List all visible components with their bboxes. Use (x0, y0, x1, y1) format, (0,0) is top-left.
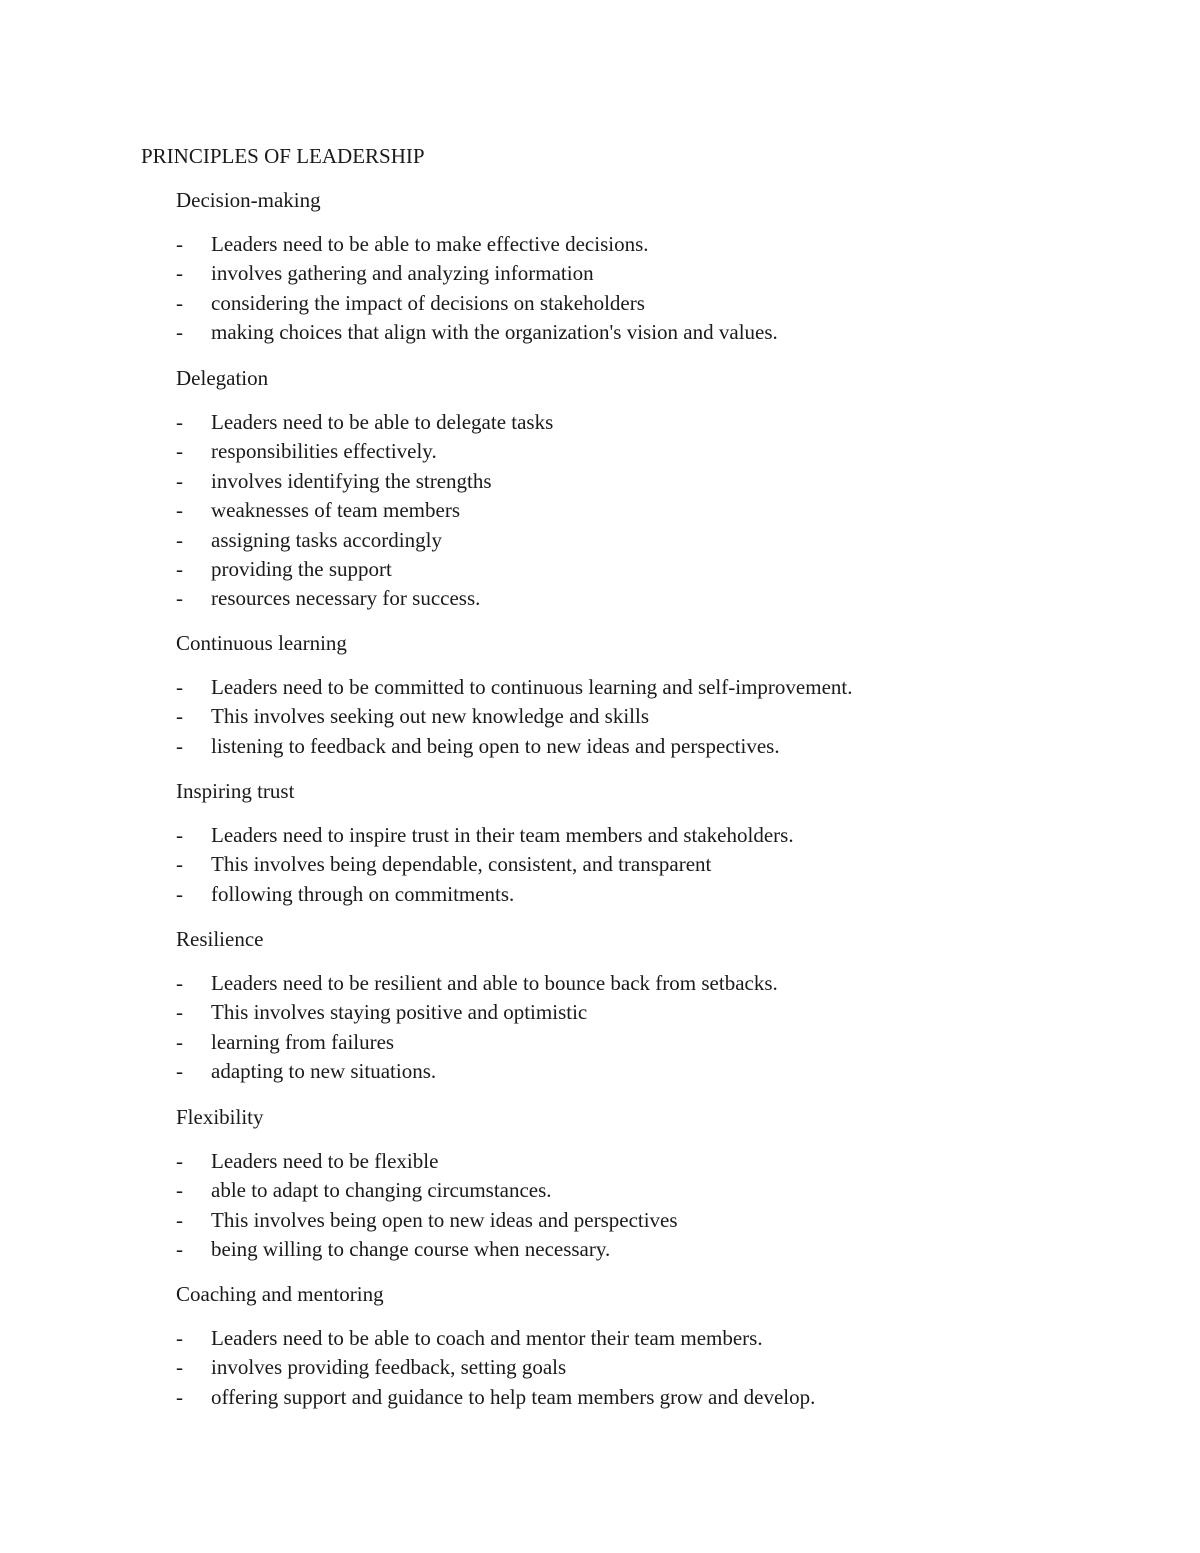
list-item-text: This involves seeking out new knowledge and skills (211, 704, 650, 729)
list-item-text: learning from failures (211, 1029, 395, 1054)
section-inspiring-trust (176, 778, 1136, 910)
list-item (176, 290, 1136, 319)
dash-bullet: - (176, 1384, 183, 1409)
list-item-text: able to adapt to changing circumstances. (211, 1178, 552, 1203)
list-item-text: Leaders need to be flexible (211, 1149, 439, 1173)
list-item (176, 231, 1136, 260)
list-item (176, 409, 1136, 438)
section-flexibility (176, 1104, 1136, 1266)
dash-bullet: - (176, 1000, 183, 1025)
section-heading: Resilience (176, 927, 264, 951)
list-item-text: Leaders need to be able to make effective decisions. (211, 232, 649, 256)
dash-bullet: - (176, 704, 183, 729)
dash-bullet: - (176, 1237, 183, 1262)
list-item-text: involves providing feedback, setting goals (211, 1355, 567, 1380)
dash-bullet: - (176, 556, 183, 581)
dash-bullet: - (176, 261, 183, 286)
list-item-text: assigning tasks accordingly (211, 527, 442, 552)
dash-bullet: - (176, 232, 183, 256)
bullet-list (176, 1148, 1136, 1266)
section-coaching-and-mentoring (176, 1281, 1136, 1413)
dash-bullet: - (176, 586, 183, 611)
dash-bullet: - (176, 290, 183, 315)
list-item (176, 999, 1136, 1028)
section-decision-making (176, 187, 1136, 349)
section-heading: Delegation (176, 366, 269, 390)
section-delegation (176, 365, 1136, 615)
list-item-text: considering the impact of decisions on stakeholders (211, 290, 645, 315)
dash-bullet: - (176, 1355, 183, 1380)
dash-bullet: - (176, 498, 183, 523)
dash-bullet: - (176, 733, 183, 758)
list-item (176, 585, 1136, 614)
dash-bullet: - (176, 1059, 183, 1084)
section-heading: Continuous learning (176, 631, 347, 655)
list-item-text: Leaders need to be able to delegate tasks (211, 410, 554, 434)
list-item (176, 319, 1136, 348)
dash-bullet: - (176, 1207, 183, 1232)
list-item (176, 1148, 1136, 1177)
list-item (176, 1058, 1136, 1087)
dash-bullet: - (176, 971, 183, 995)
list-item-text: being willing to change course when necessary. (211, 1237, 611, 1262)
list-item-text: Leaders need to be committed to continuous learning and self-improvement. (211, 675, 853, 699)
list-item (176, 1177, 1136, 1206)
list-item-text: This involves staying positive and optimistic (211, 1000, 588, 1025)
list-item-text: providing the support (211, 556, 392, 581)
section-heading: Inspiring trust (176, 779, 295, 803)
list-item-text: Leaders need to be able to coach and mentor their team members. (211, 1326, 763, 1350)
dash-bullet: - (176, 439, 183, 464)
document-title: PRINCIPLES OF LEADERSHIP (141, 144, 425, 168)
list-item-text: responsibilities effectively. (211, 439, 437, 464)
list-item-text: Leaders need to be resilient and able to bounce back from setbacks. (211, 971, 778, 995)
list-item-text: following through on commitments. (211, 881, 515, 906)
dash-bullet: - (176, 675, 183, 699)
dash-bullet: - (176, 468, 183, 493)
list-item (176, 497, 1136, 526)
list-item (176, 851, 1136, 880)
list-item (176, 556, 1136, 585)
list-item (176, 970, 1136, 999)
dash-bullet: - (176, 1149, 183, 1173)
dash-bullet: - (176, 410, 183, 434)
dash-bullet: - (176, 881, 183, 906)
section-heading: Coaching and mentoring (176, 1282, 384, 1306)
list-item (176, 527, 1136, 556)
bullet-list (176, 1325, 1136, 1413)
section-resilience (176, 926, 1136, 1088)
dash-bullet: - (176, 823, 183, 847)
list-item (176, 260, 1136, 289)
bullet-list (176, 409, 1136, 615)
list-item-text: This involves being dependable, consistent, and transparent (211, 852, 712, 877)
list-item-text: involves gathering and analyzing information (211, 261, 594, 286)
list-item (176, 1325, 1136, 1354)
list-item (176, 438, 1136, 467)
section-continuous-learning (176, 630, 1136, 762)
list-item-text: weaknesses of team members (211, 498, 460, 523)
bullet-list (176, 970, 1136, 1088)
list-item (176, 1384, 1136, 1413)
list-item-text: offering support and guidance to help team members grow and develop. (211, 1384, 816, 1409)
dash-bullet: - (176, 852, 183, 877)
list-item-text: adapting to new situations. (211, 1059, 437, 1084)
list-item (176, 703, 1136, 732)
list-item-text: resources necessary for success. (211, 586, 481, 611)
dash-bullet: - (176, 527, 183, 552)
list-item-text: involves identifying the strengths (211, 468, 492, 493)
list-item (176, 1029, 1136, 1058)
list-item-text: making choices that align with the organization's vision and values. (211, 320, 778, 345)
bullet-list (176, 674, 1136, 762)
section-heading: Flexibility (176, 1105, 264, 1129)
bullet-list (176, 231, 1136, 349)
dash-bullet: - (176, 320, 183, 345)
list-item (176, 881, 1136, 910)
list-item (176, 1236, 1136, 1265)
section-heading: Decision-making (176, 188, 321, 212)
list-item (176, 822, 1136, 851)
list-item (176, 733, 1136, 762)
dash-bullet: - (176, 1029, 183, 1054)
dash-bullet: - (176, 1326, 183, 1350)
list-item (176, 1207, 1136, 1236)
list-item-text: Leaders need to inspire trust in their team members and stakeholders. (211, 823, 794, 847)
list-item-text: This involves being open to new ideas and perspectives (211, 1207, 678, 1232)
list-item (176, 1354, 1136, 1383)
list-item-text: listening to feedback and being open to new ideas and perspectives. (211, 733, 780, 758)
list-item (176, 468, 1136, 497)
dash-bullet: - (176, 1178, 183, 1203)
bullet-list (176, 822, 1136, 910)
list-item (176, 674, 1136, 703)
